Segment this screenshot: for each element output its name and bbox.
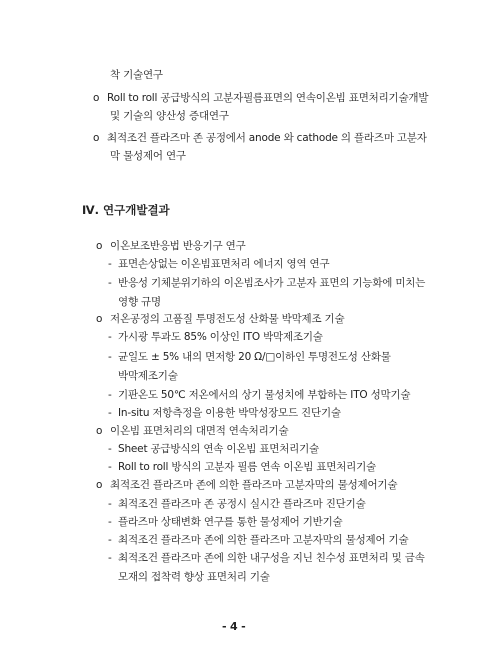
list-item	[96, 312, 344, 326]
list-item-text: 최적조건 플라즈마 존에 의한 플라즈마 고분자막의 물성제어기술	[110, 479, 398, 491]
sub-item	[108, 388, 410, 402]
list-item-text: 이온빔 표면처리의 대면적 연속처리기술	[110, 425, 289, 437]
circle-bullet-icon: o	[96, 425, 103, 437]
sub-item	[108, 515, 343, 529]
sub-item	[108, 257, 329, 271]
sub-item-text: 반응성 기체분위기하의 이온빔조사가 고분자 표면의 기능화에 미치는	[118, 277, 426, 289]
dash-bullet-icon: -	[108, 461, 112, 473]
sub-item	[108, 497, 366, 511]
sub-item	[108, 551, 425, 565]
circle-bullet-icon: o	[93, 92, 100, 104]
circle-bullet-icon: o	[96, 240, 103, 252]
sub-item-text: 가시광 투과도 85% 이상인 ITO 박막제조기술	[118, 331, 323, 343]
list-item	[93, 91, 428, 105]
section-heading: Ⅳ. 연구개발결과	[82, 203, 170, 217]
sub-item-text: 표면손상없는 이온빔표면처리 에너지 영역 연구	[118, 258, 330, 270]
list-item	[96, 478, 397, 492]
dash-bullet-icon: -	[108, 534, 112, 546]
sub-item-text: 최적조건 플라즈마 존에 의한 플라즈마 고분자막의 물성제어 기술	[118, 534, 409, 546]
list-item-text: 최적조건 플라즈마 존 공정에서 anode 와 cathode 의 플라즈마 고분자	[107, 132, 427, 144]
dash-bullet-icon: -	[108, 516, 112, 528]
circle-bullet-icon: o	[96, 313, 103, 325]
page-number: - 4 -	[222, 620, 246, 633]
text-line: 착 기술연구	[110, 69, 163, 81]
sub-item-text: 최적조건 플라즈마 존 공정시 실시간 플라즈마 진단기술	[118, 498, 366, 510]
list-item	[96, 424, 288, 438]
list-item-text: 이온보조반응법 반응기구 연구	[110, 240, 246, 252]
sub-item	[108, 350, 391, 364]
dash-bullet-icon: -	[108, 331, 112, 343]
sub-item	[108, 460, 376, 474]
sub-item-text: Roll to roll 방식의 고분자 필름 연속 이온빔 표면처리기술	[118, 461, 376, 473]
list-item-text: Roll to roll 공급방식의 고분자필름표면의 연속이온빔 표면처리기술개발	[107, 92, 429, 104]
text-line: 모재의 접착력 향상 표면처리 기술	[118, 571, 270, 583]
dash-bullet-icon: -	[108, 351, 112, 363]
text-line: 박막제조기술	[118, 370, 178, 382]
list-item-text: 저온공정의 고품질 투명전도성 산화물 박막제조 기술	[110, 313, 345, 325]
text-line: 영향 규명	[118, 296, 161, 308]
list-item	[93, 131, 427, 145]
sub-item	[108, 330, 323, 344]
sub-item	[108, 442, 319, 456]
sub-item-text: 최적조건 플라즈마 존에 의한 내구성을 지닌 친수성 표면처리 및 금속	[118, 552, 425, 564]
circle-bullet-icon: o	[93, 132, 100, 144]
sub-item-text: 플라즈마 상태변화 연구를 통한 물성제어 기반기술	[118, 516, 343, 528]
dash-bullet-icon: -	[108, 258, 112, 270]
dash-bullet-icon: -	[108, 443, 112, 455]
dash-bullet-icon: -	[108, 498, 112, 510]
sub-item-text: 기판온도 50℃ 저온에서의 상기 물성치에 부합하는 ITO 성막기술	[118, 389, 411, 401]
text-line: 막 물성제어 연구	[110, 150, 186, 162]
circle-bullet-icon: o	[96, 479, 103, 491]
dash-bullet-icon: -	[108, 389, 112, 401]
sub-item	[108, 406, 341, 420]
sub-item-text: In-situ 저항측정을 이용한 박막성장모드 진단기술	[118, 407, 341, 419]
dash-bullet-icon: -	[108, 407, 112, 419]
list-item	[96, 239, 246, 253]
sub-item	[108, 533, 408, 547]
text-line: 및 기술의 양산성 증대연구	[110, 110, 229, 122]
sub-item-text: 균일도 ± 5% 내의 면저항 20 Ω/□이하인 투명전도성 산화물	[118, 351, 391, 363]
sub-item	[108, 276, 425, 290]
dash-bullet-icon: -	[108, 277, 112, 289]
dash-bullet-icon: -	[108, 552, 112, 564]
sub-item-text: Sheet 공급방식의 연속 이온빔 표면처리기술	[118, 443, 319, 455]
